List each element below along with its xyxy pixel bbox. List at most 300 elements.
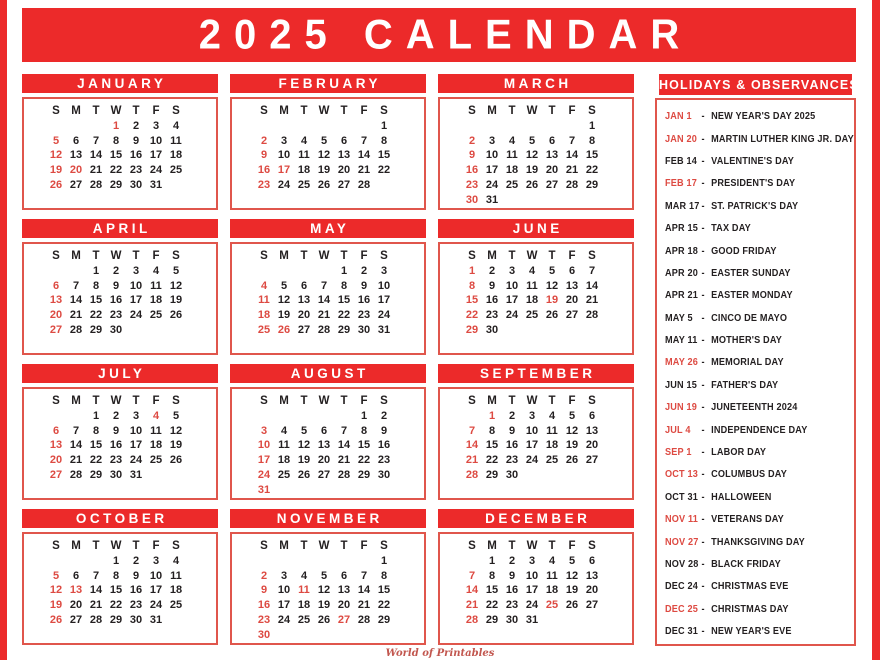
day-cell: 4	[152, 264, 160, 277]
day-cell: 9	[260, 584, 268, 597]
day-cell: 28	[89, 613, 103, 626]
day-cell: 16	[505, 584, 519, 597]
empty-day-cell	[254, 554, 274, 569]
day-cell: 2	[508, 554, 516, 567]
day-cell: 26	[317, 613, 331, 626]
day-cell: 23	[505, 599, 519, 612]
day-cell: 17	[149, 584, 163, 597]
day-cell: 28	[69, 323, 83, 336]
weekday-header: S	[172, 105, 180, 117]
day-cell: 10	[525, 569, 539, 582]
holiday-item	[665, 329, 852, 351]
holiday-name: MARTIN LUTHER KING JR. DAY	[711, 132, 854, 145]
empty-day-cell	[66, 264, 86, 279]
holiday-item	[665, 418, 852, 440]
month-title: MAY	[230, 219, 426, 238]
empty-day-cell	[254, 409, 274, 424]
month-panel-june	[438, 219, 634, 355]
day-cell: 29	[465, 323, 479, 336]
weekday-header: T	[508, 250, 516, 262]
holiday-dash: -	[701, 558, 705, 570]
day-cell: 20	[69, 599, 83, 612]
weekday-header: T	[132, 105, 140, 117]
day-cell: 17	[257, 454, 271, 467]
empty-day-cell	[334, 119, 354, 134]
empty-day-cell	[66, 409, 86, 424]
day-cell: 2	[260, 134, 268, 147]
weekday-header: S	[380, 105, 388, 117]
month-title: JULY	[22, 364, 218, 383]
empty-day-cell	[254, 119, 274, 134]
holiday-date: JUL 4	[665, 423, 691, 436]
month-panel-april	[22, 219, 218, 355]
day-cell: 31	[485, 193, 499, 206]
weekday-header: M	[279, 105, 289, 117]
month-box	[438, 242, 634, 355]
holiday-date: APR 15	[665, 222, 699, 235]
day-cell: 29	[485, 613, 499, 626]
day-cell: 14	[357, 149, 371, 162]
day-cell: 2	[112, 264, 120, 277]
weekday-header: T	[548, 250, 556, 262]
day-cell: 8	[380, 569, 388, 582]
month-panel-december	[438, 509, 634, 645]
empty-day-cell	[66, 554, 86, 569]
weekday-header: S	[172, 540, 180, 552]
weekday-header: S	[52, 395, 60, 407]
holiday-item	[665, 127, 852, 149]
holiday-date: SEP 1	[665, 446, 692, 459]
holiday-item	[665, 441, 852, 463]
day-cell: 18	[545, 584, 559, 597]
holiday-date: MAY 26	[665, 356, 699, 369]
day-cell: 9	[360, 279, 368, 292]
holiday-name: MOTHER'S DAY	[711, 334, 783, 347]
weekday-header: W	[318, 105, 330, 117]
day-cell: 13	[317, 439, 331, 452]
day-cell: 12	[49, 149, 63, 162]
day-cell: 16	[465, 164, 479, 177]
holiday-name: NEW YEAR'S EVE	[711, 625, 792, 638]
day-cell: 21	[89, 599, 103, 612]
day-cell: 26	[49, 178, 63, 191]
day-cell: 3	[488, 134, 496, 147]
weekday-header: S	[468, 250, 476, 262]
empty-day-cell	[522, 119, 542, 134]
month-panel-november	[230, 509, 426, 645]
day-cell: 17	[129, 294, 143, 307]
day-cell: 10	[525, 424, 539, 437]
day-cell: 20	[317, 454, 331, 467]
day-cell: 22	[485, 454, 499, 467]
day-cell: 7	[568, 134, 576, 147]
holiday-date: DEC 25	[665, 602, 699, 615]
day-cell: 13	[585, 424, 599, 437]
month-title: OCTOBER	[22, 509, 218, 528]
day-cell: 1	[340, 264, 348, 277]
empty-day-cell	[462, 554, 482, 569]
day-cell: 21	[585, 294, 599, 307]
day-cell: 28	[89, 178, 103, 191]
day-cell: 24	[277, 613, 291, 626]
weekday-header: M	[71, 395, 81, 407]
holiday-date: FEB 14	[665, 154, 698, 167]
holiday-item	[665, 217, 852, 239]
holiday-item	[665, 307, 852, 329]
holidays-list	[655, 98, 856, 646]
day-cell: 18	[297, 164, 311, 177]
day-cell: 12	[297, 439, 311, 452]
holiday-item	[665, 598, 852, 620]
day-cell: 20	[49, 309, 63, 322]
day-cell: 26	[565, 454, 579, 467]
day-cell: 24	[149, 599, 163, 612]
day-cell: 15	[377, 149, 391, 162]
day-cell: 19	[49, 599, 63, 612]
day-cell: 30	[505, 613, 519, 626]
day-cell: 8	[112, 569, 120, 582]
day-grid	[24, 534, 216, 628]
month-title: FEBRUARY	[230, 74, 426, 93]
holiday-item	[665, 463, 852, 485]
empty-day-cell	[86, 119, 106, 134]
empty-day-cell	[482, 119, 502, 134]
holiday-name: VETERANS DAY	[711, 513, 784, 526]
weekday-header: T	[340, 540, 348, 552]
holiday-date: MAR 17	[665, 199, 700, 212]
empty-day-cell	[314, 119, 334, 134]
weekday-header: F	[152, 105, 160, 117]
weekday-header: M	[487, 105, 497, 117]
month-title: SEPTEMBER	[438, 364, 634, 383]
day-cell: 14	[337, 439, 351, 452]
empty-day-cell	[354, 554, 374, 569]
day-cell: 12	[565, 424, 579, 437]
holiday-item	[665, 150, 852, 172]
day-cell: 25	[545, 454, 559, 467]
day-cell: 10	[149, 569, 163, 582]
holiday-dash: -	[701, 602, 705, 615]
day-cell: 19	[169, 439, 183, 452]
day-cell: 28	[317, 323, 331, 336]
day-cell: 26	[49, 613, 63, 626]
holiday-item	[665, 284, 852, 306]
day-cell: 5	[320, 569, 328, 582]
day-cell: 16	[485, 294, 499, 307]
empty-day-cell	[314, 409, 334, 424]
day-cell: 13	[337, 584, 351, 597]
holiday-date: NOV 27	[665, 535, 699, 548]
day-cell: 17	[485, 164, 499, 177]
weekday-header: T	[548, 395, 556, 407]
holiday-date: OCT 31	[665, 490, 699, 503]
day-cell: 29	[89, 323, 103, 336]
day-cell: 31	[525, 613, 539, 626]
holiday-dash: -	[701, 423, 705, 436]
day-cell: 20	[585, 584, 599, 597]
day-cell: 12	[49, 584, 63, 597]
day-cell: 1	[380, 554, 388, 567]
day-cell: 26	[169, 454, 183, 467]
day-cell: 20	[337, 599, 351, 612]
day-cell: 17	[149, 149, 163, 162]
day-cell: 6	[52, 424, 60, 437]
weekday-header: S	[468, 395, 476, 407]
day-cell: 24	[129, 309, 143, 322]
day-cell: 2	[468, 134, 476, 147]
day-cell: 11	[170, 569, 182, 582]
day-cell: 23	[465, 178, 479, 191]
day-cell: 7	[588, 264, 596, 277]
day-cell: 20	[69, 164, 83, 177]
holiday-item	[665, 486, 852, 508]
holiday-name: COLUMBUS DAY	[711, 468, 787, 481]
day-cell: 8	[488, 424, 496, 437]
empty-day-cell	[334, 409, 354, 424]
calendar-header-bar	[22, 8, 856, 62]
month-title: JANUARY	[22, 74, 218, 93]
day-cell: 7	[92, 569, 100, 582]
empty-day-cell	[502, 119, 522, 134]
day-cell: 11	[506, 149, 518, 162]
empty-day-cell	[462, 409, 482, 424]
day-cell: 4	[152, 409, 160, 422]
day-cell: 30	[109, 323, 123, 336]
day-cell: 30	[129, 613, 143, 626]
day-cell: 13	[545, 149, 559, 162]
day-cell: 6	[588, 554, 596, 567]
day-cell: 7	[360, 569, 368, 582]
day-cell: 5	[280, 279, 288, 292]
day-cell: 30	[109, 468, 123, 481]
weekday-header: W	[526, 250, 538, 262]
day-cell: 30	[505, 468, 519, 481]
day-cell: 15	[377, 584, 391, 597]
day-cell: 10	[149, 134, 163, 147]
day-grid	[440, 244, 632, 338]
day-cell: 21	[357, 599, 371, 612]
weekday-header: F	[360, 540, 368, 552]
holiday-name: CHRISTMAS DAY	[711, 602, 789, 615]
empty-day-cell	[314, 554, 334, 569]
weekday-header: S	[260, 105, 268, 117]
day-cell: 28	[565, 178, 579, 191]
empty-day-cell	[542, 119, 562, 134]
weekday-header: M	[279, 540, 289, 552]
weekday-header: T	[132, 250, 140, 262]
weekday-header: T	[300, 395, 308, 407]
day-grid	[232, 244, 424, 338]
empty-day-cell	[46, 264, 66, 279]
holiday-name: EASTER MONDAY	[711, 289, 793, 302]
day-cell: 28	[465, 613, 479, 626]
day-cell: 9	[112, 279, 120, 292]
day-cell: 25	[545, 599, 559, 612]
holiday-item	[665, 239, 852, 261]
day-cell: 23	[505, 454, 519, 467]
day-cell: 4	[260, 279, 268, 292]
holiday-item	[665, 575, 852, 597]
day-cell: 12	[317, 584, 331, 597]
day-cell: 3	[280, 134, 288, 147]
day-cell: 10	[129, 424, 143, 437]
day-cell: 17	[525, 439, 539, 452]
day-grid	[24, 244, 216, 338]
watermark: World of Printables	[385, 648, 495, 659]
month-box	[230, 387, 426, 500]
weekday-header: T	[300, 540, 308, 552]
day-cell: 8	[588, 134, 596, 147]
holiday-dash: -	[701, 110, 705, 123]
weekday-header: T	[300, 250, 308, 262]
weekday-header: F	[568, 395, 576, 407]
day-grid	[440, 534, 632, 628]
holiday-item	[665, 195, 852, 217]
day-cell: 8	[112, 134, 120, 147]
day-cell: 17	[505, 294, 519, 307]
day-cell: 25	[257, 323, 271, 336]
day-cell: 27	[585, 454, 599, 467]
day-cell: 19	[49, 164, 63, 177]
holiday-name: MEMORIAL DAY	[711, 356, 784, 369]
weekday-header: T	[340, 250, 348, 262]
holiday-dash: -	[701, 625, 705, 638]
day-cell: 24	[525, 599, 539, 612]
holiday-date: JUN 15	[665, 378, 698, 391]
day-grid	[440, 99, 632, 208]
day-cell: 16	[129, 584, 143, 597]
empty-day-cell	[462, 119, 482, 134]
day-cell: 29	[109, 178, 123, 191]
holiday-date: MAY 5	[665, 311, 693, 324]
holiday-date: JUN 19	[665, 401, 698, 414]
holiday-date: JAN 1	[665, 110, 692, 123]
day-cell: 9	[380, 424, 388, 437]
day-cell: 9	[112, 424, 120, 437]
day-cell: 10	[485, 149, 499, 162]
day-cell: 1	[488, 409, 496, 422]
weekday-header: S	[52, 250, 60, 262]
day-cell: 23	[257, 178, 271, 191]
day-cell: 1	[92, 264, 100, 277]
day-cell: 22	[585, 164, 599, 177]
holiday-date: OCT 13	[665, 468, 699, 481]
day-cell: 26	[277, 323, 291, 336]
day-cell: 14	[565, 149, 579, 162]
day-cell: 28	[357, 178, 371, 191]
day-cell: 22	[357, 454, 371, 467]
day-cell: 4	[528, 264, 536, 277]
month-panel-january	[22, 74, 218, 210]
day-cell: 21	[317, 309, 331, 322]
weekday-header: M	[487, 540, 497, 552]
day-cell: 23	[485, 309, 499, 322]
weekday-header: T	[340, 395, 348, 407]
weekday-header: F	[152, 540, 160, 552]
day-cell: 31	[129, 468, 143, 481]
day-cell: 11	[258, 294, 270, 307]
day-cell: 8	[380, 134, 388, 147]
weekday-header: T	[132, 395, 140, 407]
day-cell: 22	[89, 454, 103, 467]
empty-day-cell	[274, 409, 294, 424]
day-cell: 25	[277, 468, 291, 481]
day-cell: 4	[172, 119, 180, 132]
day-cell: 12	[317, 149, 331, 162]
day-cell: 21	[69, 454, 83, 467]
day-cell: 27	[565, 309, 579, 322]
month-box	[438, 387, 634, 500]
weekday-header: T	[92, 105, 100, 117]
month-panel-july	[22, 364, 218, 500]
day-cell: 12	[525, 149, 539, 162]
holiday-dash: -	[701, 356, 705, 369]
empty-day-cell	[314, 264, 334, 279]
day-cell: 20	[545, 164, 559, 177]
day-cell: 4	[280, 424, 288, 437]
day-cell: 23	[357, 309, 371, 322]
day-cell: 25	[297, 178, 311, 191]
day-cell: 15	[465, 294, 479, 307]
day-grid	[24, 99, 216, 193]
holiday-name: FATHER'S DAY	[711, 378, 779, 391]
day-cell: 22	[377, 164, 391, 177]
day-cell: 12	[277, 294, 291, 307]
weekday-header: F	[568, 540, 576, 552]
day-cell: 12	[545, 279, 559, 292]
day-cell: 5	[172, 409, 180, 422]
day-cell: 7	[92, 134, 100, 147]
day-cell: 24	[277, 178, 291, 191]
holiday-dash: -	[701, 378, 705, 391]
day-cell: 24	[525, 454, 539, 467]
day-cell: 24	[149, 164, 163, 177]
day-cell: 22	[109, 164, 123, 177]
day-cell: 6	[548, 134, 556, 147]
month-panel-may	[230, 219, 426, 355]
right-border-strip	[872, 0, 880, 660]
day-cell: 22	[109, 599, 123, 612]
day-cell: 8	[340, 279, 348, 292]
day-cell: 20	[49, 454, 63, 467]
day-cell: 10	[505, 279, 519, 292]
weekday-header: S	[588, 105, 596, 117]
holiday-item	[665, 553, 852, 575]
day-cell: 16	[505, 439, 519, 452]
holiday-dash: -	[701, 266, 705, 279]
day-grid	[232, 534, 424, 643]
day-cell: 26	[169, 309, 183, 322]
day-cell: 13	[297, 294, 311, 307]
day-cell: 19	[525, 164, 539, 177]
holiday-date: APR 20	[665, 266, 699, 279]
day-cell: 3	[280, 569, 288, 582]
weekday-header: W	[318, 250, 330, 262]
weekday-header: F	[360, 250, 368, 262]
holiday-name: LABOR DAY	[711, 446, 767, 459]
day-cell: 8	[92, 279, 100, 292]
day-cell: 20	[297, 309, 311, 322]
weekday-header: T	[508, 105, 516, 117]
weekday-header: T	[92, 250, 100, 262]
day-cell: 11	[546, 569, 558, 582]
weekday-header: F	[568, 105, 576, 117]
day-cell: 21	[357, 164, 371, 177]
day-cell: 27	[317, 468, 331, 481]
day-cell: 15	[485, 584, 499, 597]
day-cell: 15	[109, 149, 123, 162]
weekday-header: S	[172, 395, 180, 407]
